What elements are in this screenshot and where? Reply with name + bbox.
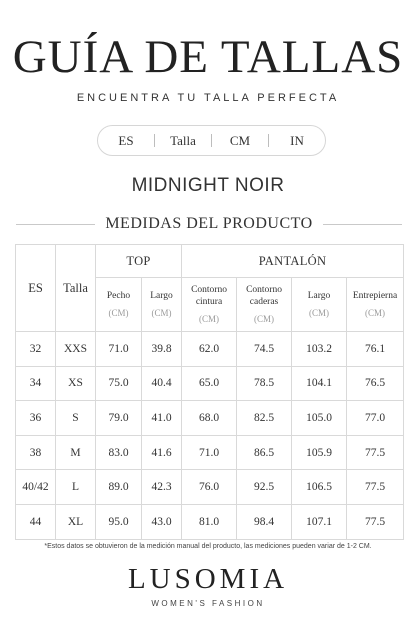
cell-value: 76.5 xyxy=(347,366,404,401)
cell-value: 41.6 xyxy=(142,435,182,470)
table-row xyxy=(16,401,404,436)
cell-value: 105.9 xyxy=(292,435,347,470)
header-es: ES xyxy=(16,245,56,332)
cell-value: 71.0 xyxy=(96,332,142,367)
cell-value: 82.5 xyxy=(237,401,292,436)
brand-logo: LUSOMIA xyxy=(127,563,289,595)
cell-value: 76.1 xyxy=(347,332,404,367)
cell-talla: L xyxy=(56,470,96,505)
header-talla: Talla xyxy=(56,245,96,332)
cell-value: 86.5 xyxy=(237,435,292,470)
footnote: *Estos datos se obtuvieron de la medición manual del producto, las mediciones pueden variar de 1-2 CM. xyxy=(44,543,372,550)
cell-es: 40/42 xyxy=(16,470,56,505)
cell-value: 62.0 xyxy=(182,332,237,367)
cell-value: 98.4 xyxy=(237,504,292,539)
cell-value: 42.3 xyxy=(142,470,182,505)
cell-value: 103.2 xyxy=(292,332,347,367)
header-pecho: Pecho (CM) xyxy=(96,278,142,332)
product-name: MIDNIGHT NOIR xyxy=(131,175,285,196)
unit-option-cm[interactable]: CM xyxy=(229,132,251,148)
table-row xyxy=(16,470,404,505)
cell-value: 106.5 xyxy=(292,470,347,505)
cell-value: 79.0 xyxy=(96,401,142,436)
cell-value: 95.0 xyxy=(96,504,142,539)
cell-talla: XS xyxy=(56,366,96,401)
page-title: GUÍA DE TALLAS xyxy=(12,31,404,83)
header-largo-pantalon: Largo (CM) xyxy=(292,278,347,332)
cell-value: 83.0 xyxy=(96,435,142,470)
cell-value: 71.0 xyxy=(182,435,237,470)
header-entrepierna: Entrepierna (CM) xyxy=(347,278,404,332)
section-heading xyxy=(16,213,402,235)
cell-es: 44 xyxy=(16,504,56,539)
cell-value: 65.0 xyxy=(182,366,237,401)
table-row xyxy=(16,435,404,470)
header-group-pantalon: PANTALÓN xyxy=(182,245,404,278)
cell-value: 77.5 xyxy=(347,470,404,505)
cell-es: 32 xyxy=(16,332,56,367)
cell-value: 104.1 xyxy=(292,366,347,401)
unit-selector xyxy=(97,125,326,156)
cell-value: 77.5 xyxy=(347,504,404,539)
cell-value: 77.5 xyxy=(347,435,404,470)
cell-value: 39.8 xyxy=(142,332,182,367)
cell-value: 107.1 xyxy=(292,504,347,539)
header-contorno-caderas: Contorno caderas (CM) xyxy=(237,278,292,332)
cell-es: 38 xyxy=(16,435,56,470)
size-table xyxy=(15,244,404,540)
divider-line xyxy=(323,224,402,225)
cell-value: 89.0 xyxy=(96,470,142,505)
table-row xyxy=(16,332,404,367)
unit-option-talla[interactable]: Talla xyxy=(170,132,196,148)
page-subtitle: ENCUENTRA TU TALLA PERFECTA xyxy=(76,92,340,104)
cell-value: 41.0 xyxy=(142,401,182,436)
cell-value: 40.4 xyxy=(142,366,182,401)
cell-talla: S xyxy=(56,401,96,436)
header-contorno-cintura: Contorno cintura (CM) xyxy=(182,278,237,332)
cell-value: 105.0 xyxy=(292,401,347,436)
cell-value: 81.0 xyxy=(182,504,237,539)
divider-line xyxy=(16,224,95,225)
cell-value: 76.0 xyxy=(182,470,237,505)
cell-value: 92.5 xyxy=(237,470,292,505)
cell-talla: XXS xyxy=(56,332,96,367)
cell-talla: XL xyxy=(56,504,96,539)
brand-tagline: WOMEN'S FASHION xyxy=(151,599,265,608)
section-label: MEDIDAS DEL PRODUCTO xyxy=(105,215,313,232)
cell-value: 78.5 xyxy=(237,366,292,401)
cell-es: 34 xyxy=(16,366,56,401)
header-group-top: TOP xyxy=(96,245,182,278)
table-row xyxy=(16,504,404,539)
header-largo-top: Largo (CM) xyxy=(142,278,182,332)
cell-value: 68.0 xyxy=(182,401,237,436)
cell-talla: M xyxy=(56,435,96,470)
cell-value: 74.5 xyxy=(237,332,292,367)
unit-option-es[interactable]: ES xyxy=(118,132,134,148)
cell-value: 75.0 xyxy=(96,366,142,401)
cell-value: 77.0 xyxy=(347,401,404,436)
unit-option-in[interactable]: IN xyxy=(290,132,304,148)
cell-es: 36 xyxy=(16,401,56,436)
table-row xyxy=(16,366,404,401)
cell-value: 43.0 xyxy=(142,504,182,539)
